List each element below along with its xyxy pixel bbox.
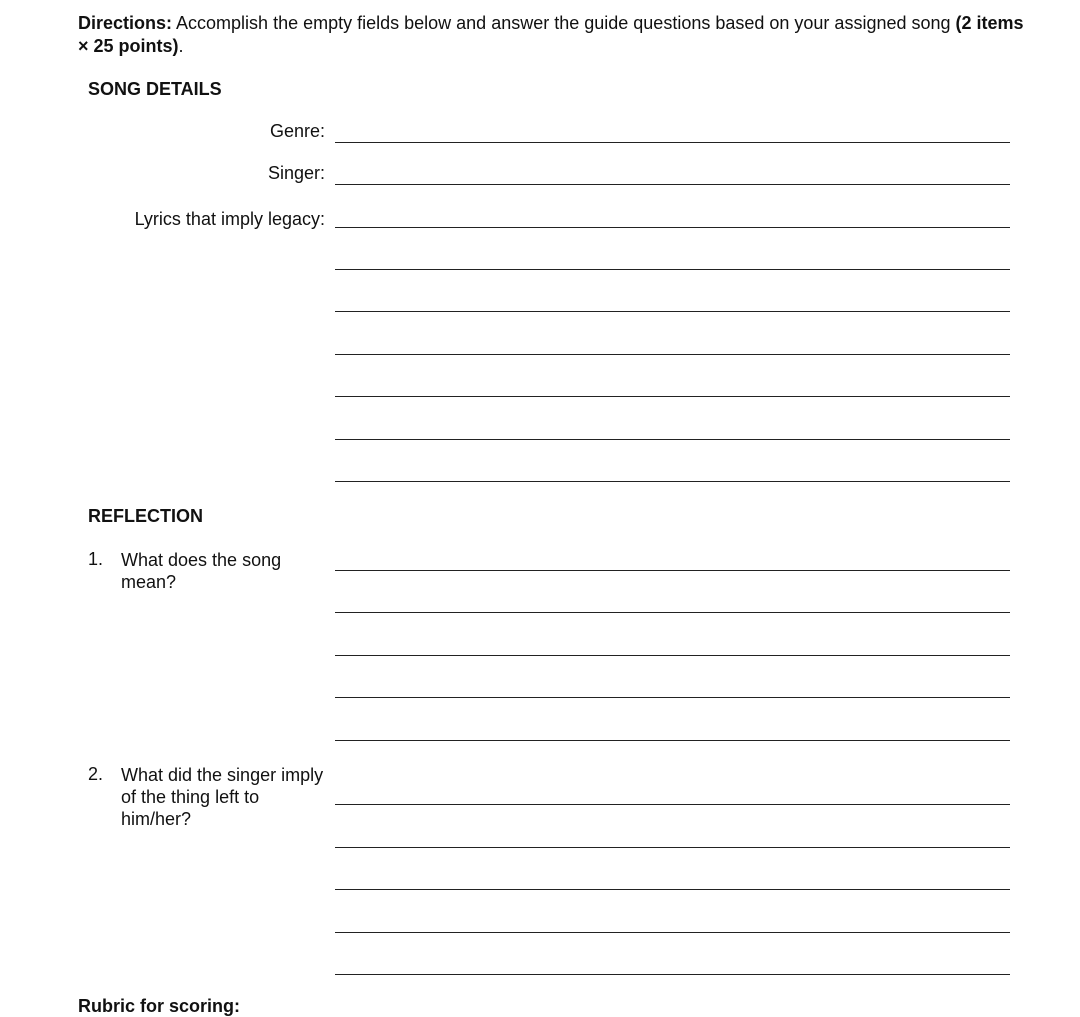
question-2-answer-line[interactable] [335, 889, 1010, 890]
lyrics-answer-line[interactable] [335, 311, 1010, 312]
lyrics-answer-line[interactable] [335, 269, 1010, 270]
directions [78, 12, 1028, 58]
lyrics-answer-line[interactable] [335, 481, 1010, 482]
question-1-answer-line[interactable] [335, 740, 1010, 741]
question-2-text: What did the singer imply of the thing left to him/her? [121, 765, 324, 829]
lyrics-label: Lyrics that imply legacy: [134, 209, 325, 229]
genre-label: Genre: [269, 121, 325, 141]
question-1-number: 1. [88, 549, 104, 569]
song-details-heading: SONG DETAILS [88, 79, 222, 99]
question-2-answer-line[interactable] [335, 847, 1010, 848]
singer-label: Singer: [267, 163, 325, 183]
directions-end: . [178, 36, 184, 56]
lyrics-answer-line[interactable] [335, 227, 1010, 228]
question-1-answer-line[interactable] [335, 570, 1010, 571]
question-1-answer-line[interactable] [335, 697, 1010, 698]
directions-points: (2 items × 25 points) [78, 13, 1024, 56]
question-1-text: What does the song mean? [121, 550, 282, 592]
question-1-answer-line[interactable] [335, 612, 1010, 613]
singer-answer-line[interactable] [335, 184, 1010, 185]
lyrics-answer-line[interactable] [335, 439, 1010, 440]
question-2-answer-line[interactable] [335, 932, 1010, 933]
question-2-answer-line[interactable] [335, 974, 1010, 975]
lyrics-answer-line[interactable] [335, 396, 1010, 397]
lyrics-answer-line[interactable] [335, 354, 1010, 355]
directions-text: Accomplish the empty fields below and answer the guide questions based on your assigned song [172, 13, 956, 33]
rubric-heading: Rubric for scoring: [78, 996, 241, 1016]
question-2-answer-line[interactable] [335, 804, 1010, 805]
reflection-heading: REFLECTION [88, 506, 203, 526]
directions-label: Directions: [78, 13, 173, 33]
genre-answer-line[interactable] [335, 142, 1010, 143]
question-2-number: 2. [88, 764, 104, 784]
question-1-answer-line[interactable] [335, 655, 1010, 656]
